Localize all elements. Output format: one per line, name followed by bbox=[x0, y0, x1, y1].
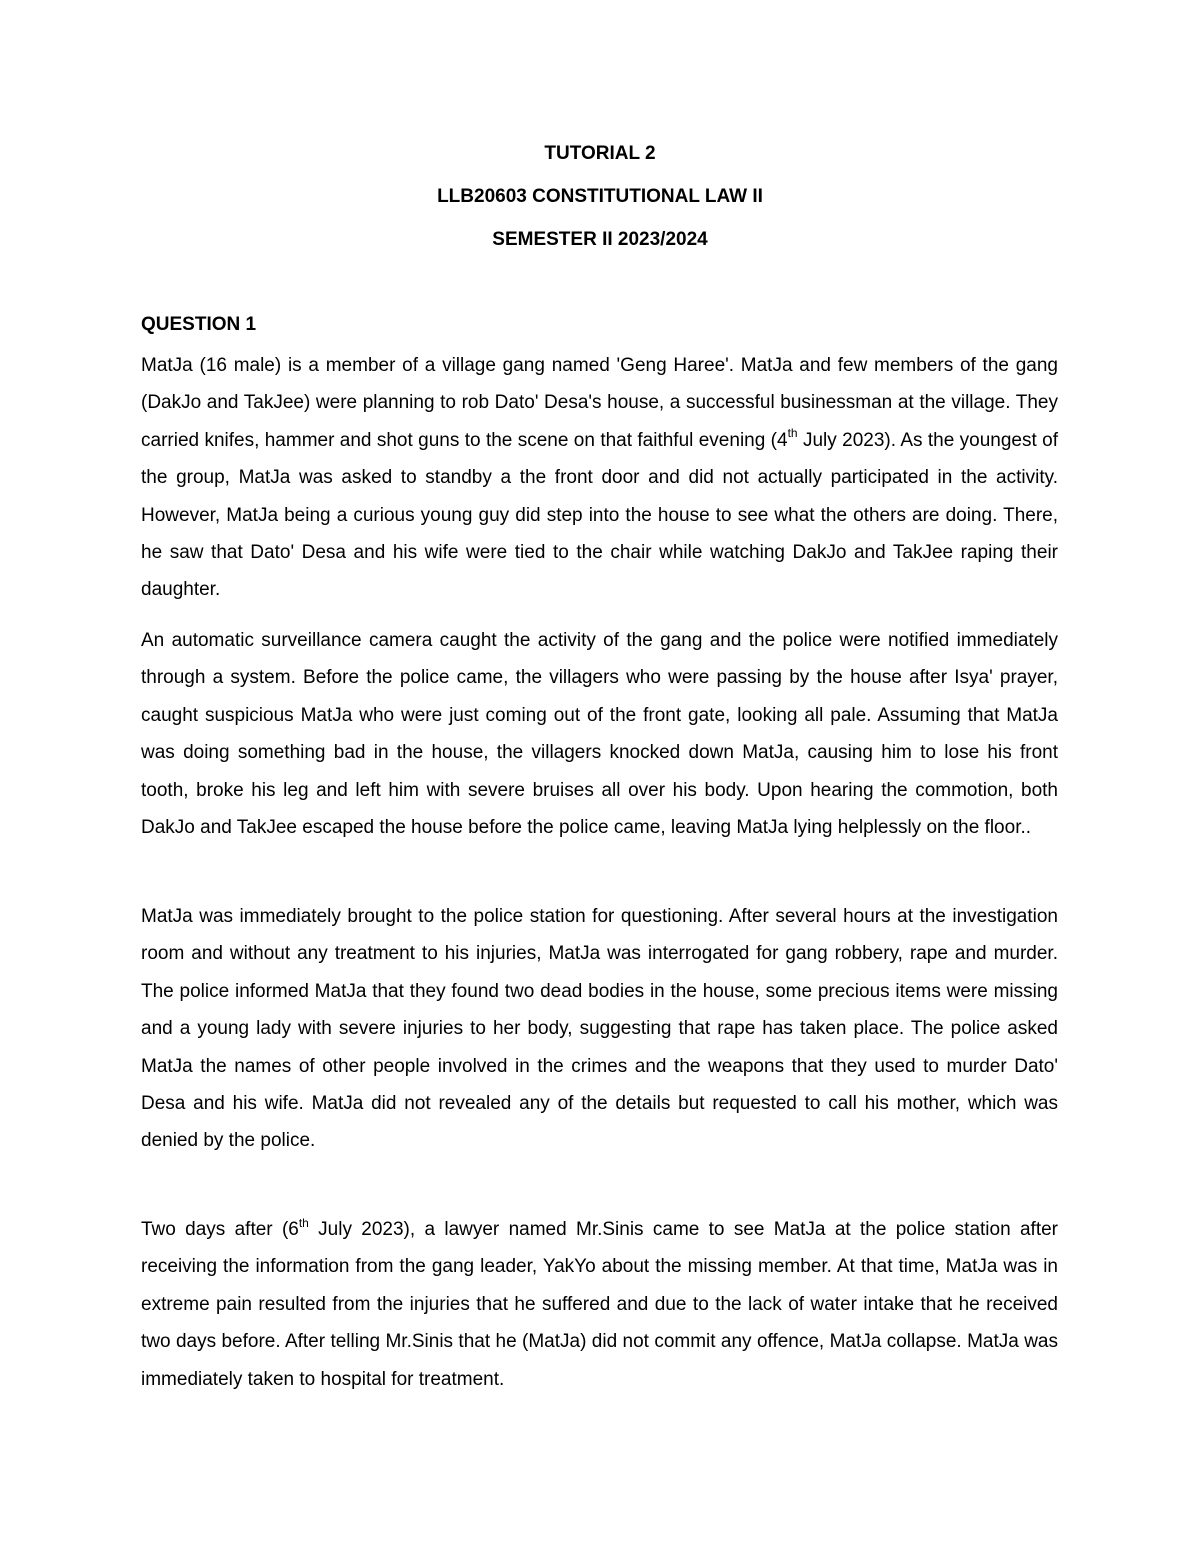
paragraph-3: MatJa was immediately brought to the police station for questioning. After several hours at the investigation room and without any treatment to his injuries, MatJa was interrogated for gang robbery, rape and murder. The police informed MatJa that they found two dead bodies in the house, some precious items were missing and a young lady with severe injuries to her body, suggesting that rape has taken place. The police asked MatJa the names of other people involved in the crimes and the weapons that they used to murder Dato' Desa and his wife. MatJa did not revealed any of the details but requested to call his mother, which was denied by the police. bbox=[141, 906, 1058, 1152]
paragraph-4-superscript: th bbox=[298, 1215, 309, 1230]
tutorial-title: TUTORIAL 2 bbox=[544, 143, 656, 164]
question-title: QUESTION 1 bbox=[141, 314, 257, 335]
paragraph-1-part-b: July 2023). As the youngest of the group, MatJa was asked to standby a the front door and did not actually participated in the activity. However, MatJa being a curious young guy did step into the house to see what the others are doing. There, he saw that Dato' Desa and his wife were tied to the chair while watching DakJo and TakJee raping their daughter. bbox=[141, 429, 1058, 601]
paragraph-1 bbox=[141, 347, 1058, 609]
semester-title: SEMESTER II 2023/2024 bbox=[492, 229, 708, 250]
paragraph-4 bbox=[141, 1211, 1058, 1398]
paragraph-4-part-a: Two days after (6 bbox=[141, 1219, 299, 1240]
paragraph-1-superscript: th bbox=[787, 426, 798, 441]
course-title: LLB20603 CONSTITUTIONAL LAW II bbox=[437, 186, 763, 207]
paragraph-1-part-a: MatJa (16 male) is a member of a village gang named 'Geng Haree'. MatJa and few members of the gang (DakJo and TakJee) were planning to rob Dato' Desa's house, a successful businessman at the village. They carried knifes, hammer and shot guns to the scene on that faithful evening (4 bbox=[141, 355, 1058, 451]
paragraph-4-part-b: July 2023), a lawyer named Mr.Sinis came to see MatJa at the police station after receiving the information from the gang leader, YakYo about the missing member. At that time, MatJa was in extreme pain resulted from the injuries that he suffered and due to the lack of water intake that he received two days before. After telling Mr.Sinis that he (MatJa) did not commit any offence, MatJa collapse. MatJa was immediately taken to hospital for treatment. bbox=[141, 1219, 1058, 1390]
paragraph-2: An automatic surveillance camera caught the activity of the gang and the police were notified immediately through a system. Before the police came, the villagers who were passing by the house after Isya' prayer, caught suspicious MatJa who were just coming out of the front gate, looking all pale. Assuming that MatJa was doing something bad in the house, the villagers knocked down MatJa, causing him to lose his front tooth, broke his leg and left him with severe bruises all over his body. Upon hearing the commotion, both DakJo and TakJee escaped the house before the police came, leaving MatJa lying helplessly on the floor.. bbox=[141, 630, 1058, 839]
